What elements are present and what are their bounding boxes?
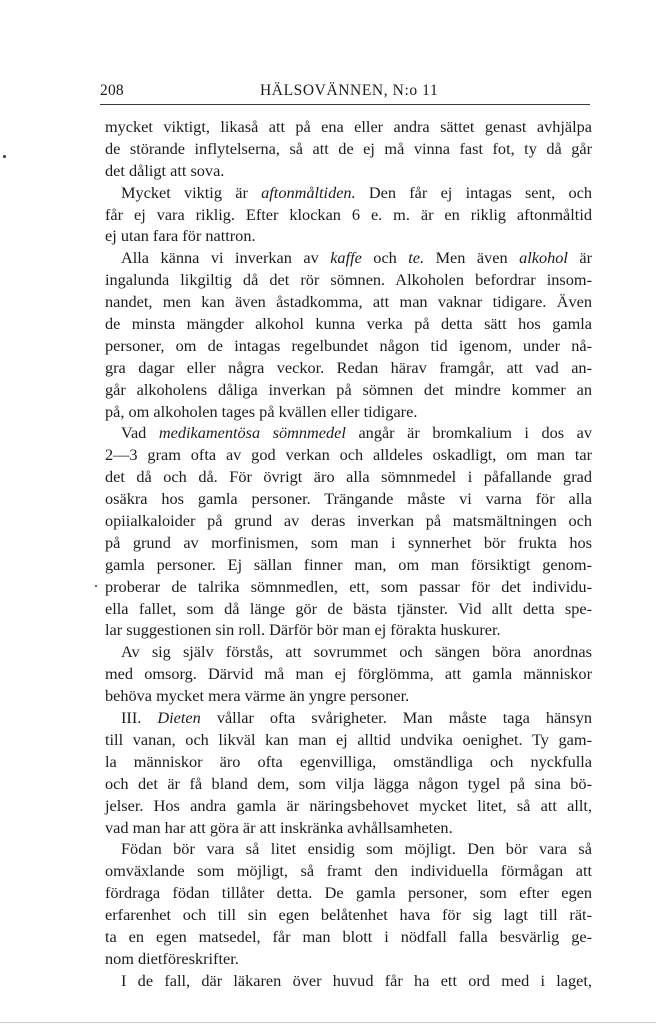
running-title: HÄLSOVÄNNEN, N:o 11 xyxy=(260,82,439,99)
text-segment: Av sig själv förstås, att sovrummet och sängen böra anordnas xyxy=(121,642,592,662)
text-line xyxy=(105,663,592,685)
text-segment: det då och då. För övrigt äro alla sömnmedel i påfallande grad xyxy=(105,467,592,487)
text-line xyxy=(105,138,592,160)
emphasized-term: aftonmåltiden. xyxy=(261,182,356,202)
text-line xyxy=(105,641,592,663)
text-segment: Vad xyxy=(121,423,159,443)
text-segment: gra dagar eller några veckor. Redan härav framgår, att vad an- xyxy=(105,357,592,377)
page-header xyxy=(100,82,596,106)
text-segment: III. xyxy=(121,708,158,728)
text-segment: behöva mycket mera värme än yngre personer. xyxy=(105,686,410,706)
text-line xyxy=(105,598,592,620)
text-line xyxy=(105,313,592,335)
text-segment: ingalunda likgiltig då det rör sömnen. Alkoholen befordrar insom- xyxy=(105,270,592,290)
text-segment: nandet, men kan även åstadkomma, att man vaknar tidigare. Även xyxy=(105,292,592,312)
text-segment: och det är få bland dem, som vilja lägga någon tygel på sina bö- xyxy=(105,773,592,793)
text-line xyxy=(105,685,592,707)
text-segment: på, om alkoholen tages på kvällen eller tidigare. xyxy=(105,401,418,421)
text-segment: Men även xyxy=(424,248,520,268)
text-segment: gamla personer. Ej sällan finner man, om man försiktigt genom- xyxy=(105,554,592,574)
text-segment: till vanan, och likväl kan man ej alltid undvika oenighet. Ty gam- xyxy=(105,729,592,749)
text-line xyxy=(105,904,592,926)
text-segment: de störande inflytelserna, så att de ej må vinna fast fot, ty då går xyxy=(105,138,592,158)
text-line xyxy=(105,860,592,882)
text-segment: de minsta mängder alkohol kunna verka på detta sätt hos gamla xyxy=(105,314,592,334)
text-line xyxy=(105,247,592,269)
text-segment: Mycket viktig är xyxy=(121,182,262,202)
text-segment: nom dietföreskrifter. xyxy=(105,948,239,968)
text-segment: går alkoholens dåliga inverkan på sömnen det mindre kommer an xyxy=(105,379,592,399)
text-segment: ta en egen matsedel, får man blott i nödfall falla besvärlig ge- xyxy=(105,926,592,946)
text-segment: på grund av morfinismen, som man i synnerhet bör frukta hos xyxy=(105,532,592,552)
text-line xyxy=(105,204,592,226)
text-line xyxy=(105,532,592,554)
text-line xyxy=(105,948,592,970)
text-segment: 2—3 gram ofta av god verkan och alldeles oskadligt, om man tar xyxy=(105,445,592,465)
text-line xyxy=(105,729,592,751)
emphasized-term: alkohol xyxy=(519,248,568,268)
text-line xyxy=(105,773,592,795)
text-line xyxy=(105,160,592,182)
text-segment: Den får ej intagas sent, och xyxy=(355,182,592,202)
text-line xyxy=(105,225,592,247)
text-segment: opiialkaloider på grund av deras inverkan på matsmältningen och xyxy=(105,511,592,531)
text-line xyxy=(105,882,592,904)
text-segment: och xyxy=(361,248,409,268)
text-segment: vållar ofta svårigheter. Man måste taga hänsyn xyxy=(200,708,592,728)
text-segment: Alla känna vi inverkan av xyxy=(121,248,331,268)
header-rule xyxy=(100,104,590,105)
text-line xyxy=(105,488,592,510)
text-line xyxy=(105,576,592,598)
text-line xyxy=(105,444,592,466)
text-line xyxy=(105,970,592,992)
text-line xyxy=(105,707,592,729)
text-line xyxy=(105,817,592,839)
text-segment: angår är bromkalium i dos av xyxy=(345,423,592,443)
text-line xyxy=(105,401,592,423)
text-segment: I de fall, där läkaren över huvud får ha ett ord med i laget, xyxy=(121,970,592,990)
text-line xyxy=(105,838,592,860)
text-segment: personer, om de intagas regelbundet någon tid igenom, under nå- xyxy=(105,335,592,355)
text-line xyxy=(105,619,592,641)
text-segment: det dåligt att sova. xyxy=(105,160,225,180)
text-segment: jelser. Hos andra gamla är näringsbehovet mycket litet, så att allt, xyxy=(105,795,592,815)
text-segment: lar suggestionen sin roll. Därför bör man ej förakta huskurer. xyxy=(105,620,501,640)
text-line xyxy=(105,422,592,444)
text-line xyxy=(105,357,592,379)
text-line xyxy=(105,554,592,576)
margin-mark xyxy=(95,585,97,587)
page-number: 208 xyxy=(100,82,124,99)
text-segment: ej utan fara för nattron. xyxy=(105,226,256,246)
text-segment: erfarenhet och till sin egen belåtenhet hava för sig lagt till rät- xyxy=(105,905,592,925)
margin-mark xyxy=(3,155,6,158)
text-segment: vad man har att göra är att inskränka avhållsamheten. xyxy=(105,817,453,837)
text-segment: är xyxy=(567,248,593,268)
text-segment: osäkra hos gamla personer. Trängande måste vi varna för alla xyxy=(105,489,592,509)
text-line xyxy=(105,510,592,532)
emphasized-term: kaffe xyxy=(330,248,362,268)
text-line xyxy=(105,291,592,313)
emphasized-term: Dieten xyxy=(157,708,201,728)
text-segment: får ej vara riklig. Efter klockan 6 e. m. är en riklig aftonmåltid xyxy=(105,204,592,224)
text-segment: med omsorg. Därvid må man ej förglömma, att gamla människor xyxy=(105,664,592,684)
text-segment: mycket viktigt, likaså att på ena eller andra sättet genast avhjälpa xyxy=(105,117,592,136)
text-segment: la människor äro ofta egenvilliga, omständliga och nyckfulla xyxy=(105,751,592,771)
text-line xyxy=(105,751,592,773)
text-line xyxy=(105,926,592,948)
text-line xyxy=(105,182,592,204)
text-segment: proberar de talrika sömnmedlen, ett, som passar för det individu- xyxy=(105,576,592,596)
text-line xyxy=(105,269,592,291)
text-line xyxy=(105,466,592,488)
emphasized-term: medikamentösa sömnmedel xyxy=(158,423,346,443)
emphasized-term: te. xyxy=(408,248,425,268)
text-segment: fördraga födan tillåter detta. De gamla personer, som efter egen xyxy=(105,883,592,903)
text-line xyxy=(105,379,592,401)
scan-edge xyxy=(0,1022,656,1023)
text-line xyxy=(105,335,592,357)
text-segment: ella fallet, som då länge gör de bästa tjänster. Vid allt detta spe- xyxy=(105,598,592,618)
text-line xyxy=(105,795,592,817)
text-line xyxy=(105,116,592,138)
text-segment: Födan bör vara så litet ensidig som möjligt. Den bör vara så xyxy=(121,839,592,859)
text-segment: omväxlande som möjligt, så framt den individuella förmågan att xyxy=(105,861,592,881)
body-text xyxy=(105,116,592,992)
